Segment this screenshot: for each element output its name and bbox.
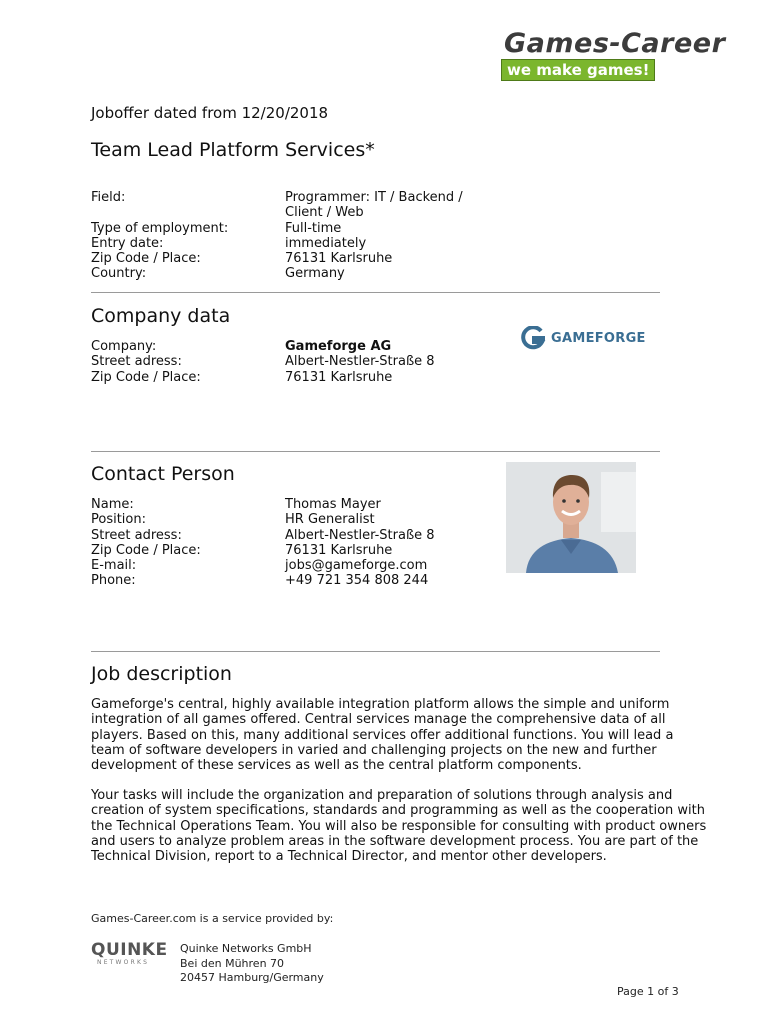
contact-info-value: 76131 Karlsruhe <box>285 542 393 558</box>
quinke-logo <box>91 940 168 971</box>
contact-info-row <box>91 497 475 512</box>
contact-photo <box>506 462 636 573</box>
job-info-value: Germany <box>285 266 345 282</box>
contact-info-row <box>91 543 475 558</box>
contact-info-value: Albert-Nestler-Straße 8 <box>285 527 435 543</box>
job-info-row <box>91 221 475 236</box>
description-paragraph: Gameforge's central, highly available integration platform allows the simple and uniform integration of all games offered. Central services manage the comprehensive data of all players. Based on this, many additional services offer additional functions. You will lead a team of software developers in varied and challenging projects on the new and further development of these services as well as the central platform components. <box>91 697 674 774</box>
job-title: Team Lead Platform Services* <box>91 139 375 161</box>
description-paragraph: Your tasks will include the organization and preparation of solutions through analysis and creation of system specifications, standards and programming as well as the cooperation with the Technical Operations Team. You will also be responsible for consulting with product owners and users to analyze problem areas in the software development process. You are part of the Technical Division, report to a Technical Director, and mentor other developers. <box>91 788 707 865</box>
company-info-row <box>91 339 475 354</box>
job-info-row <box>91 251 475 266</box>
offer-date: Joboffer dated from 12/20/2018 <box>91 104 329 122</box>
contact-info-row <box>91 558 475 573</box>
company-name: Gameforge AG <box>285 339 392 354</box>
divider <box>91 651 660 652</box>
company-info-row <box>91 370 475 385</box>
divider <box>91 292 660 293</box>
quinke-logo-text: QUINKE <box>91 940 168 960</box>
contact-info-row <box>91 512 475 527</box>
job-info-value: immediately <box>285 235 367 251</box>
job-info-key: Type of employment: <box>91 220 229 236</box>
company-info-key: Street adress: <box>91 354 182 370</box>
divider <box>91 451 660 452</box>
company-info-value: Albert-Nestler-Straße 8 <box>285 354 435 370</box>
job-info-row <box>91 190 475 221</box>
job-info-key: Entry date: <box>91 235 164 251</box>
gameforge-logo-text: GAMEFORGE <box>551 330 646 346</box>
job-info-key: Zip Code / Place: <box>91 251 201 267</box>
description-heading: Job description <box>91 663 232 685</box>
provider-address <box>180 942 324 986</box>
job-info-row <box>91 236 475 251</box>
contact-info-key: Name: <box>91 497 134 512</box>
contact-info-key: Position: <box>91 512 146 528</box>
contact-info-value: HR Generalist <box>285 512 375 528</box>
page-number: Page 1 of 3 <box>617 985 679 998</box>
gameforge-logo <box>521 324 646 352</box>
contact-info-list <box>91 497 475 589</box>
company-heading: Company data <box>91 305 231 327</box>
brand-name: Games-Career <box>504 28 726 59</box>
job-info-list <box>91 190 475 282</box>
company-info-list <box>91 339 475 385</box>
games-career-logo <box>500 28 740 83</box>
address-line: Quinke Networks GmbH <box>180 942 312 955</box>
service-note: Games-Career.com is a service provided by: <box>91 912 334 925</box>
gameforge-logo-icon <box>521 326 547 350</box>
quinke-logo-subtext: NETWORKS <box>97 959 150 966</box>
contact-info-key: Street adress: <box>91 527 182 543</box>
contact-info-key: E-mail: <box>91 558 137 574</box>
contact-info-row <box>91 528 475 543</box>
address-line: Bei den Mühren 70 <box>180 956 285 970</box>
contact-info-row <box>91 573 475 588</box>
contact-email[interactable]: jobs@gameforge.com <box>285 558 428 574</box>
company-info-key: Zip Code / Place: <box>91 369 201 385</box>
company-info-row <box>91 354 475 369</box>
contact-heading: Contact Person <box>91 463 235 485</box>
contact-phone: +49 721 354 808 244 <box>285 573 429 589</box>
job-info-value: 76131 Karlsruhe <box>285 251 393 267</box>
company-info-value: 76131 Karlsruhe <box>285 369 393 385</box>
contact-info-value: Thomas Mayer <box>285 497 381 512</box>
job-info-value: Programmer: IT / Backend / Client / Web <box>285 190 463 221</box>
job-info-key: Country: <box>91 266 147 282</box>
contact-info-key: Zip Code / Place: <box>91 542 201 558</box>
company-info-key: Company: <box>91 339 157 354</box>
job-info-value: Full-time <box>285 220 342 236</box>
job-info-key: Field: <box>91 190 126 205</box>
job-info-row <box>91 266 475 281</box>
address-line: 20457 Hamburg/Germany <box>180 971 324 984</box>
brand-tagline: we make games! <box>501 59 655 81</box>
contact-info-key: Phone: <box>91 573 136 589</box>
